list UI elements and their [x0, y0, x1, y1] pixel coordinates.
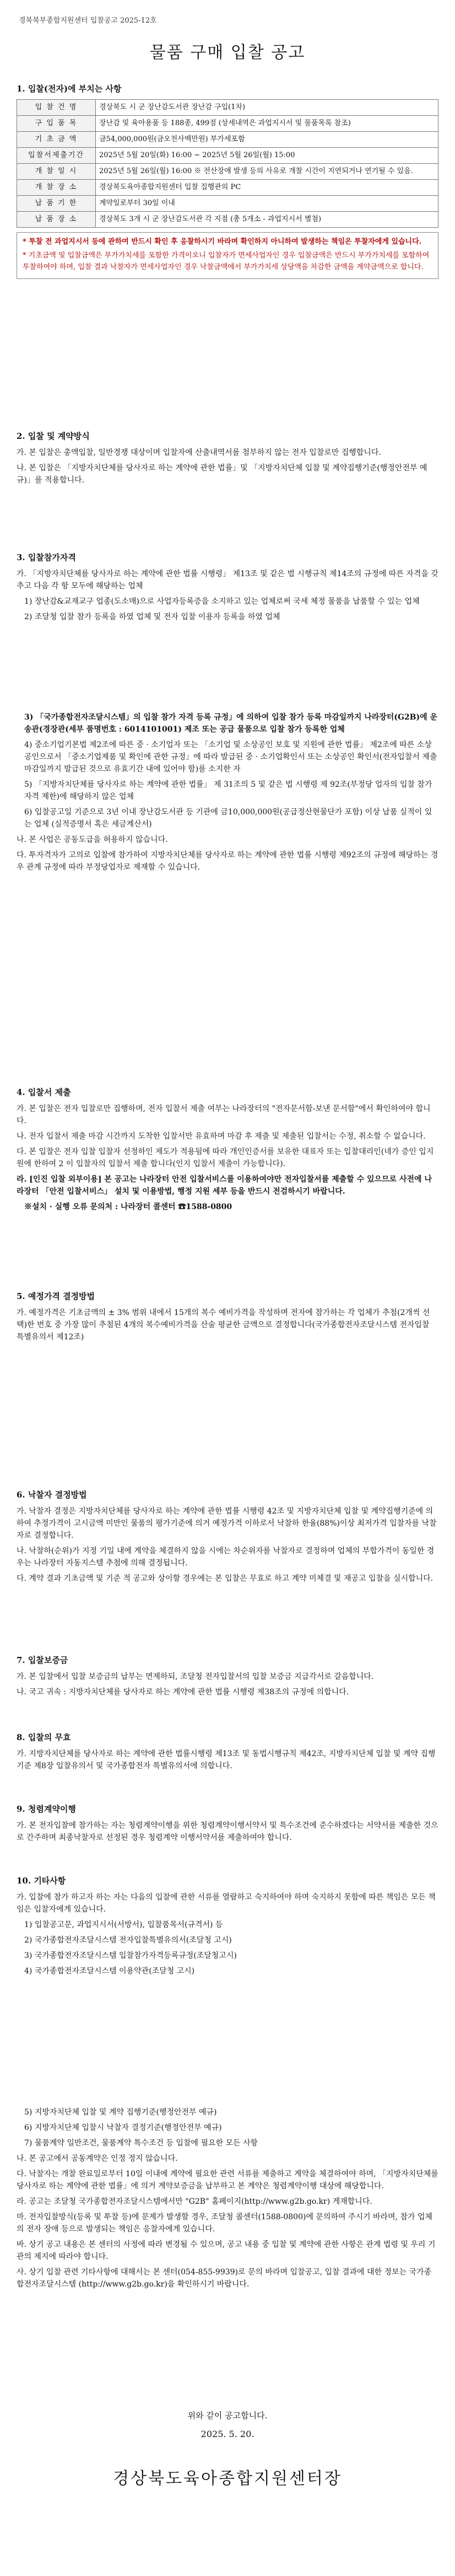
paragraph: 가. 본 전자입찰에 참가하는 자는 청렴계약이행을 위한 청렴계약이행서약서 및 특수조건에 준수하겠다는 서약서를 제출한 것으로 간주하며 최종낙찰자로 선정된 경우 청렴계약 이행서약서를 제출하여야 합니다.: [17, 1821, 438, 1842]
paragraph: 5) 「지방자치단체를 당사자로 하는 계약에 관한 법률」 제 31조의 5 및 같은 법 시행령 제 92조(부정당 업자의 입찰 참가 자격 제한)에 해당하지 않은 업체: [24, 780, 432, 801]
section-1: [17, 83, 438, 279]
paragraph: 라. 공고는 조달청 국가종합전자조달시스템에서만 "G2B" 홈페이지(http://www.g2b.go.kr) 게재합니다.: [17, 2197, 372, 2206]
info-value: 2025년 5월 20일(화) 16:00 ~ 2025년 5월 26일(월) 15:00: [96, 148, 438, 164]
paragraph: 가. 입찰에 참가 하고자 하는 자는 다음의 입찰에 관한 서류를 열람하고 숙지하여야 하며 숙지하지 못함에 따른 책임은 모든 책임은 입찰자에게 있습니다.: [17, 1893, 436, 1914]
paragraph: 가. 본 입찰에서 입찰 보증금의 납부는 면제하되, 조달청 전자입찰서의 입찰 보증금 지급각서로 갈음합니다.: [17, 1672, 374, 1681]
section-1-heading: 1. 입찰(전자)에 부치는 사항: [17, 84, 122, 94]
paragraph: 4) 중소기업기본법 제2조에 따른 중 · 소기업자 또는 「소기업 및 소상공인 보호 및 지원에 관한 법률」 제2조에 따른 소상공인으로서 「중소기업제품 및 확인에 관한 규정」에 따라 발급된 중 · 소기업확인서 또는 소상공인 확인서(전자입찰서 제출 마감일까지 발급된 것으로 유효기간 내에 있어야 함)를 소지한 자: [24, 740, 437, 774]
section-4-heading: 4. 입찰서 제출: [17, 1087, 71, 1097]
paragraph: 가. 낙찰자 결정은 지방자치단체를 당사자로 하는 계약에 관한 법률 시행령 42조 및 지방자치단체 입찰 및 계약집행기준에 의하여 추정가격이 고시금액 미만인 물품의 평가기준에 의거 예정가격 이하로서 낙찰하 한율(88%)이상 최저가격 입찰자를 낙찰자로 결정합니다.: [17, 1507, 437, 1540]
info-value: 금54,000,000원(금오천사백만원) 부가세포함: [96, 132, 438, 148]
paragraph: 3) 「국가종합전자조달시스템」의 입찰 참가 자격 등록 규정」에 의하여 입찰 참가 등록 마감일까지 나라장터(G2B)에 운송관(경장관(세부 품명번호 : 6014101001) 제조 또는 공급 물품으로 입찰 참가 등록한 업체: [24, 713, 438, 734]
section-6-heading: 6. 낙찰자 결정방법: [17, 1490, 87, 1500]
paragraph: 2) 조달청 입찰 참가 등록을 하였 업체 및 전자 입찰 이용자 등록을 하였 업체: [24, 613, 280, 621]
paragraph: 가. 「지방자치단체를 당사자로 하는 계약에 관한 법률 시행령」 제13조 및 같은 법 시행규칙 제14조의 규정에 따른 자격을 갖추고 다음 각 항 모두에 해당하는 업체: [17, 570, 438, 591]
list-item: 6) 지방자치단체 입찰시 낙찰자 결정기준(행정안전부 예규): [24, 2123, 222, 2132]
paragraph: 사. 상기 입찰 관련 기타사항에 대해서는 본 센터(054-855-9939)로 문의 바라며 입찰공고, 입찰 결과에 대한 정보는 국가종합전자조달시스템 (http://www.g2b.go.kr)을 확인하시기 바랍니다.: [17, 2268, 432, 2289]
info-key: 입찰서제출기간: [17, 148, 96, 164]
info-key: 입 찰 건 명: [17, 100, 96, 116]
notice-box: [17, 232, 438, 279]
notice-text: * 기초금액 및 입찰금액은 부가가치세를 포함한 가격이오니 입찰자가 면세사업자인 경우 입찰금액은 반드시 부가가치세를 포함하여 투찰하여야 하며, 입찰 결과 낙찰자가 면세사업자인 경우 낙찰금액에서 부가가치세 상당액을 차감한 금액을 계약금액으로 합니다.: [23, 251, 430, 271]
list-item: 3) 국가종합전자조달시스템 입찰참가자격등록규정(조달청고시): [24, 1951, 237, 1960]
info-key: 납 품 기 한: [17, 196, 96, 212]
paragraph: 다. 본 입찰은 전자 입찰 입찰자 선정하인 제도가 적용됨에 따라 개인인증서를 보유한 대표자 또는 입찰대리인(네가 증인 입지원에 한하여 2 이 입찰자의 입찰서 제출 합니다(인지 입찰서 제출이 가능합니다).: [17, 1147, 434, 1168]
section-7: [17, 1654, 438, 1702]
paragraph: 나. 본 공고에서 공동계약은 인정 정지 않습니다.: [17, 2154, 178, 2163]
paragraph: 가. 본 입찰은 전자 입찰로만 집행하며, 전자 입찰서 제출 여부는 나라장터의 "전자문서함-보낸 문서함"에서 확인하여야 합니다.: [17, 1104, 431, 1125]
paragraph: 1) 장난감&교재교구 업종(도소매)으로 사업자등록증을 소지하고 있는 업체로써 국세 체정 물품을 납품할 수 있는 업체: [24, 597, 420, 606]
bid-info-table: [17, 99, 438, 228]
paragraph: 가. 예정가격은 기초금액의 ± 3% 범위 내에서 15개의 복수 예비가격을 작성하며 전자에 참가하는 각 업체가 추첨(2개씩 선택)한 번호 중 가장 많이 추첨된 4개의 복수예비가격을 산술 평균한 금액으로 결정합니다(국가종합전자조달시스템 전자입찰 특별유의서 제12조): [17, 1308, 430, 1341]
help-contact: ※설치 · 실행 오류 문의처 : 나라장터 콜센터 ☎1588-0800: [24, 1203, 232, 1211]
organization-name: 경상북도육아종합지원센터장: [113, 2469, 342, 2488]
announce-date: 2025. 5. 20.: [201, 2429, 254, 2439]
paragraph: 나. 전자 입찰서 제출 마감 시간까지 도착한 입찰서만 유효하며 마감 후 제출 및 제출된 입찰서는 수정, 취소할 수 없습니다.: [17, 1132, 426, 1141]
closing-text: 위와 같이 공고합니다.: [187, 2411, 268, 2421]
section-7-heading: 7. 입찰보증금: [17, 1655, 68, 1665]
section-8-heading: 8. 입찰의 무효: [17, 1732, 71, 1742]
doc-header: 경북북부종합지원센터 입찰공고 2025-12호: [19, 17, 157, 25]
info-value: 경상북도육아종합지원센터 입찰 집행관의 PC: [96, 180, 438, 196]
info-key: 기 초 금 액: [17, 132, 96, 148]
paragraph: 마. 전자입찰방식(등록 및 투찰 등)에 문제가 발생할 경우, 조달청 콜센터(1588-0800)에 문의하여 주시기 바라며, 참가 업체의 전자 장애 등으로 발생되는 책임은 응찰자에게 있습니다.: [17, 2213, 433, 2234]
list-item: 1) 입찰공고문, 과업지시서(서방서), 입찰품목서(규격서) 등: [24, 1920, 223, 1929]
section-10-heading: 10. 기타사항: [17, 1876, 66, 1886]
paragraph: 다. 투자격자가 고의로 입찰에 참가하여 지방자치단체를 당사자로 하는 계약에 관한 법률 시행령 제92조의 규정에 해당하는 경우 관계 규정에 따라 부정당업자로 제재할 수 있습니다.: [17, 851, 438, 872]
list-item: 5) 지방자치단체 입찰 및 계약 집행기준(행정안전부 예규): [24, 2108, 217, 2117]
info-key: 납 품 장 소: [17, 212, 96, 228]
section-9: [17, 1803, 438, 1847]
info-value: 2025년 5월 26일(월) 16:00 ※ 전산장애 발생 등의 사유로 개찰 시간이 지연되거나 연기될 수 있음.: [96, 164, 438, 180]
paragraph: 다. 낙찰자는 개찰 완료일로부터 10일 이내에 계약에 필요한 관련 서류를 제출하고 계약을 체결하여야 하며, 「지방자치단체를 당사자로 하는 계약에 관한 법률」에 의거 계약보증금을 납부하고 본 계약은 청렴계약이행 대상에 해당합니다.: [17, 2170, 438, 2191]
info-key: 구 입 품 목: [17, 116, 96, 132]
info-value: 경상북도 3개 시 군 장난감도서관 각 지점 (총 5개소 - 과업지시서 별첨): [96, 212, 438, 228]
paragraph: 다. 계약 결과 기초금액 및 기준 적 공고와 상이할 경우에는 본 입찰은 무효로 하고 계약 미체결 및 재공고 입찰을 실시합니다.: [17, 1574, 434, 1583]
info-key: 개 찰 장 소: [17, 180, 96, 196]
section-10: [17, 1875, 438, 1981]
paragraph: 나. 낙찰하(순위)가 지정 기일 내에 계약을 체결하지 않을 시에는 차순위자를 낙찰자로 결정하며 업체의 부합가격이 동일한 경우는 나라장터 자동지스템 추첨에 의해 결정됩니다.: [17, 1547, 435, 1568]
list-item: 4) 국가종합전자조달시스템 이용약관(조달청 고시): [24, 1967, 195, 1976]
list-item: 2) 국가종합전자조달시스템 전자입찰특별유의서(조달청 고시): [24, 1936, 232, 1945]
paragraph: 바. 상기 공고 내용은 본 센터의 사정에 따라 변경될 수 있으며, 공고 내용 중 입찰 및 계약에 관한 사항은 관계 법령 및 우리 기관의 제지에 따라야 합니다.: [17, 2240, 436, 2261]
info-value: 경상북도 시 군 장난감도서관 장난감 구입(1차): [96, 100, 438, 116]
paragraph: 라. [인진 입찰 외부이용] 본 공고는 나라장터 안전 입찰서비스를 이용하여야만 전자입찰서를 제출할 수 있으므로 사전에 나라장터 「안전 입찰서비스」 설치 및 이용방법, 행정 지원 세부 등을 반드시 전검하시기 바랍니다.: [17, 1175, 432, 1196]
section-8: [17, 1731, 438, 1775]
section-5: [17, 1290, 438, 1346]
paragraph: 6) 입찰공고일 기준으로 3년 이내 장난감도서관 등 기관에 금10,000,000원(공급정산현물단가 포함) 이상 납품 실적이 있는 업체 (실적증명서 혹은 세금계산서): [24, 808, 432, 829]
page-title: 물품 구매 입찰 공고: [149, 43, 306, 62]
section-2: [17, 430, 438, 490]
section-3-heading: 3. 입찰참가자격: [17, 552, 76, 562]
paragraph: 나. 국고 귀속 : 지방자치단체를 당사자로 하는 계약에 관한 법률 시행령 제38조의 규정에 의합니다.: [17, 1688, 349, 1697]
paragraph: 가. 지방자치단체를 당사자로 하는 계약에 관한 법률시행령 제13조 및 동법시행규칙 제42조, 지방자치단체 입찰 및 계약 집행 기준 제8장 입찰유의서 및 국가종합전자 특별유의서에 의합니다.: [17, 1749, 436, 1770]
section-9-heading: 9. 청렴계약이행: [17, 1804, 76, 1814]
section-10-cont: [17, 2106, 438, 2294]
info-key: 개 찰 일 시: [17, 164, 96, 180]
notice-text: * 투찰 전 과업지시서 등에 관하여 반드시 확인 후 응찰하시기 바라며 확인하지 아니하여 발생하는 책임은 투찰자에게 있습니다.: [23, 238, 422, 246]
section-4: [17, 1086, 438, 1216]
list-item: 7) 물품계약 일반조건, 물품계약 특수조건 등 입찰에 필요한 모든 사항: [24, 2139, 258, 2148]
section-5-heading: 5. 예정가격 결정방법: [17, 1291, 95, 1301]
paragraph: 가. 본 입찰은 총액입찰, 일반경쟁 대상이며 입찰자에 산출내역서를 첨부하지 않는 전자 입찰로만 집행합니다.: [17, 448, 381, 457]
section-3: [17, 551, 438, 626]
paragraph: 나. 본 입찰은 「지방자치단체를 당사자로 하는 계약에 관한 법률」및 「지방자치단체 입찰 및 계약집행기준(행정안전부 예규)」를 적용합니다.: [17, 464, 427, 485]
info-value: 계약일로부터 30일 이내: [96, 196, 438, 212]
paragraph: 나. 본 사업은 공동도급을 허용하지 않습니다.: [17, 835, 168, 844]
section-2-heading: 2. 입찰 및 계약방식: [17, 431, 90, 441]
section-3-cont: [17, 711, 438, 877]
info-value: 장난감 및 육아용품 등 188종, 499점 (상세내역은 과업지시서 및 물품목록 참조): [96, 116, 438, 132]
section-6: [17, 1489, 438, 1588]
